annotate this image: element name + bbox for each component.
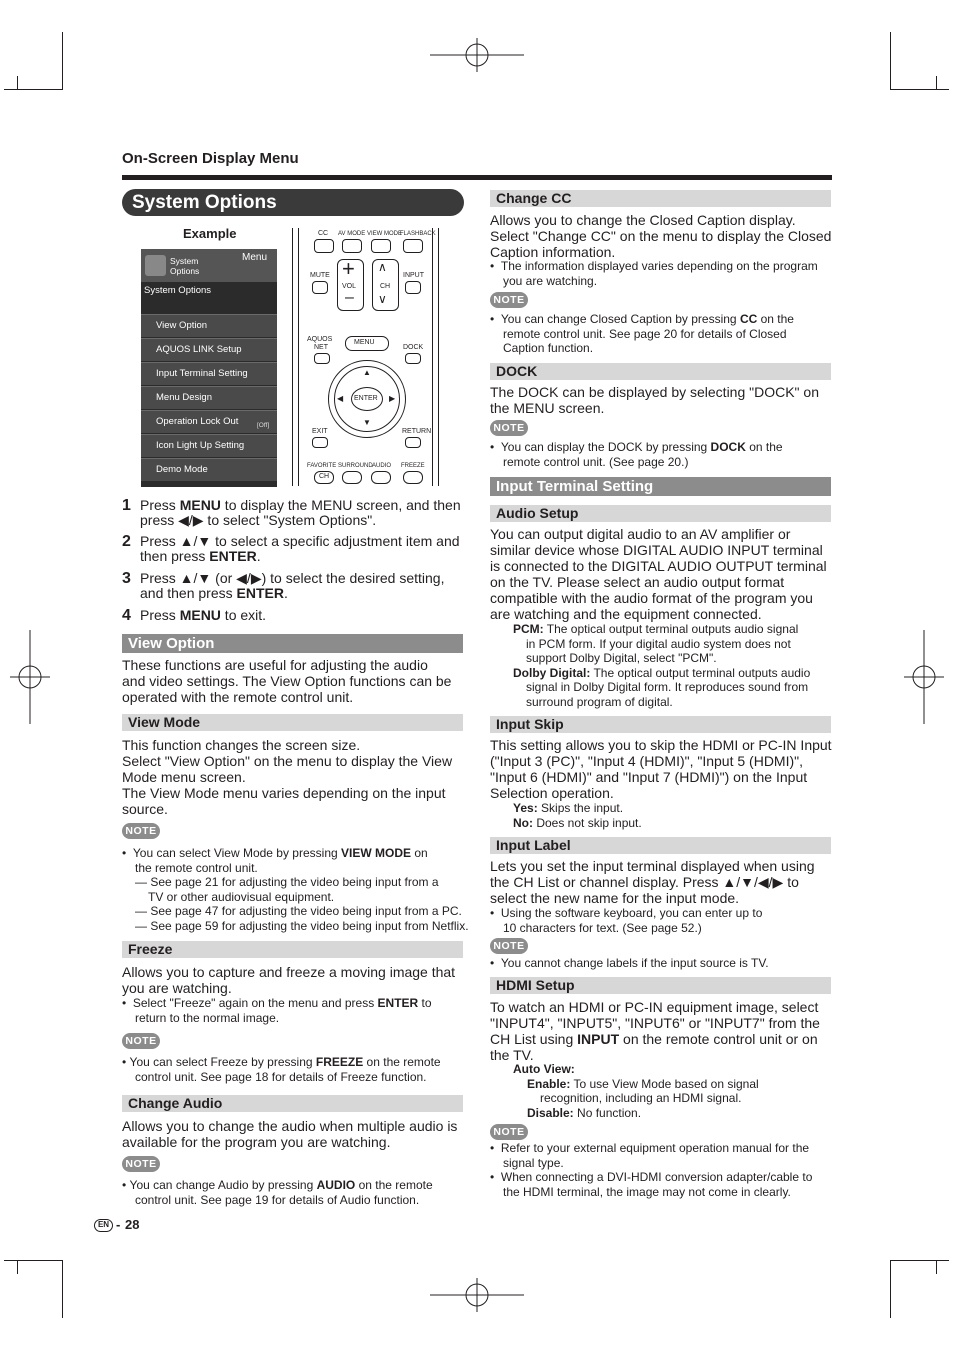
audio-setup-options: PCM: The optical output terminal outputs audio signal in PCM form. If your digital audio system does not support Dolby Digital, select "PCM". Dolby Digital: The optical output terminal outputs audio signal in Dolby Digital form. It reproduces sound from surround program of digital. [513,622,811,709]
input-key [405,281,421,294]
input-label-note: • You cannot change labels if the input source is TV. [490,956,769,970]
step-text: Press ▲/▼ (or ◀/▶) to select the desired setting, and then press ENTER. [140,570,445,601]
hdmi-setup-notes: • Refer to your external equipment operation manual for the signal type. • When connecting a DVI-HDMI conversion adapter/cable to the HDMI terminal, the image may not come in clearly. [490,1141,813,1199]
step-number: 1 [122,497,131,514]
view-mode-heading: View Mode [122,714,463,731]
input-skip-heading: Input Skip [490,716,831,733]
step-number: 3 [122,570,131,587]
note-badge: NOTE [122,1156,160,1172]
off-tag: [Off] [257,422,270,429]
page-number: 28 [125,1217,140,1232]
menu-item[interactable]: Input Terminal Setting [141,362,277,385]
page-title: System Options [122,189,464,216]
menu-label: Menu [242,252,268,263]
view-mode-key [371,239,391,253]
note-badge: NOTE [122,823,160,839]
section-title: On-Screen Display Menu [122,150,299,167]
hdmi-setup-heading: HDMI Setup [490,977,831,994]
cc-key [314,239,334,253]
input-label-body: Lets you set the input terminal displayed when using the CH List or channel display. Press ▲/▼/◀/▶ to select the new name for the input mode. [490,858,815,906]
audio-setup-heading: Audio Setup [490,505,831,522]
freeze-body: Allows you to capture and freeze a moving image that you are watching. [122,964,456,996]
view-option-heading: View Option [122,634,463,653]
menu-item[interactable]: Demo Mode [141,458,277,481]
header-rule [122,175,832,180]
menu-subtitle: System Options [144,285,212,296]
step-number: 4 [122,607,131,624]
menu-icon-label-1: System [170,256,199,266]
page-dash: - [116,1217,121,1232]
change-audio-note: • You can change Audio by pressing AUDIO on the remote control unit. See page 19 for details of Audio function. [122,1178,433,1207]
step-number: 2 [122,533,131,550]
note-badge: NOTE [490,1124,528,1140]
menu-screenshot [141,249,277,487]
input-skip-body: This setting allows you to skip the HDMI or PC-IN Input ("Input 3 (PC)", "Input 4 (HDMI)", "Input 5 (HDMI)", "Input 6 (HDMI)" and "Input 7 (HDMI)") on the Input Selection operation. [490,737,832,801]
note-badge: NOTE [490,292,528,308]
change-cc-heading: Change CC [490,190,831,207]
change-cc-body: Allows you to change the Closed Caption display. Select "Change CC" on the menu to display the Closed Caption information. [490,212,832,260]
menu-item[interactable]: Menu Design [141,386,277,409]
menu-item[interactable]: Operation Lock Out [141,410,277,433]
view-option-intro: These functions are useful for adjusting the audio and video settings. The View Option functions can be operated with the remote control unit. [122,657,452,705]
change-cc-note: • You can change Closed Caption by pressing CC on the remote control unit. See page 20 for details of Closed Caption function. [490,312,794,355]
example-label: Example [183,226,237,241]
step-text: Press MENU to exit. [140,607,267,623]
note-badge: NOTE [122,1033,160,1049]
remote-illustration: CC AV MODE VIEW MODE FLASHBACK MUTE + VOL – ∧ CH ∨ INPUT AQUOS NET MENU DOCK ENTER ▲ ▼ ◀ ▶ EXIT RETURN FAVORITE SURROUND AUDIO FREEZE CH [292,228,440,486]
change-audio-body: Allows you to change the audio when multiple audio is available for the program you are watching. [122,1118,458,1150]
hdmi-setup-body: To watch an HDMI or PC-IN equipment image, select "INPUT4", "INPUT5", "INPUT6" or "INPUT7" from the CH List using INPUT on the remote control unit or on the TV. [490,999,820,1063]
input-label-bullet: • Using the software keyboard, you can enter up to 10 characters for text. (See page 52.) [490,906,763,935]
dock-heading: DOCK [490,363,831,380]
step-text: Press ▲/▼ to select a specific adjustment item and then press ENTER. [140,533,460,564]
dock-body: The DOCK can be displayed by selecting "DOCK" on the MENU screen. [490,384,819,416]
freeze-heading: Freeze [122,941,463,958]
freeze-note: • You can select Freeze by pressing FREEZE on the remote control unit. See page 18 for details of Freeze function. [122,1055,441,1084]
view-mode-note: • You can select View Mode by pressing VIEW MODE on the remote control unit. — See page 21 for adjusting the video being input from a TV or other audiovisual equipment. — See page 47 for adjusting the video being input from a PC. — See page 59 for adjusting the video being input from Netflix. [122,846,469,933]
registration-mark-top [430,38,524,72]
audio-setup-body: You can output digital audio to an AV amplifier or similar device whose DIGITAL AUDIO INPUT terminal is connected to the DIGITAL AUDIO OUTPUT terminal on the TV. Please select an audio output format compatible with the audio format of the program you are watching and the equipment connected. [490,526,827,622]
menu-item[interactable]: AQUOS LINK Setup [141,338,277,361]
language-badge: EN [94,1219,113,1232]
mute-key [312,281,328,294]
input-label-heading: Input Label [490,837,831,854]
note-badge: NOTE [490,420,528,436]
registration-mark-bottom [430,1278,524,1312]
input-skip-options: Yes: Skips the input. No: Does not skip input. [513,801,642,830]
input-terminal-heading: Input Terminal Setting [490,477,831,496]
system-options-icon [145,255,166,276]
menu-item[interactable]: View Option [141,314,277,337]
change-cc-bullet: • The information displayed varies depending on the program you are watching. [490,259,818,288]
flashback-key [403,239,423,253]
change-audio-heading: Change Audio [122,1095,463,1112]
menu-item[interactable]: Icon Light Up Setting [141,434,277,457]
step-text: Press MENU to display the MENU screen, and then press ◀/▶ to select "System Options". [140,497,461,528]
view-mode-body: This function changes the screen size. Select "View Option" on the menu to display the View Mode menu screen. The View Mode menu varies depending on the input source. [122,737,453,817]
note-badge: NOTE [490,938,528,954]
menu-icon-label-2: Options [170,266,200,276]
registration-mark-right [904,630,944,724]
dock-note: • You can display the DOCK by pressing DOCK on the remote control unit. (See page 20.) [490,440,783,469]
freeze-bullet: • Select "Freeze" again on the menu and press ENTER to return to the normal image. [122,996,432,1025]
registration-mark-left [10,630,50,724]
av-mode-key [342,239,362,253]
hdmi-auto-view: Auto View: Enable: To use View Mode based on signal recognition, including an HDMI signal. Disable: No function. [513,1062,759,1120]
